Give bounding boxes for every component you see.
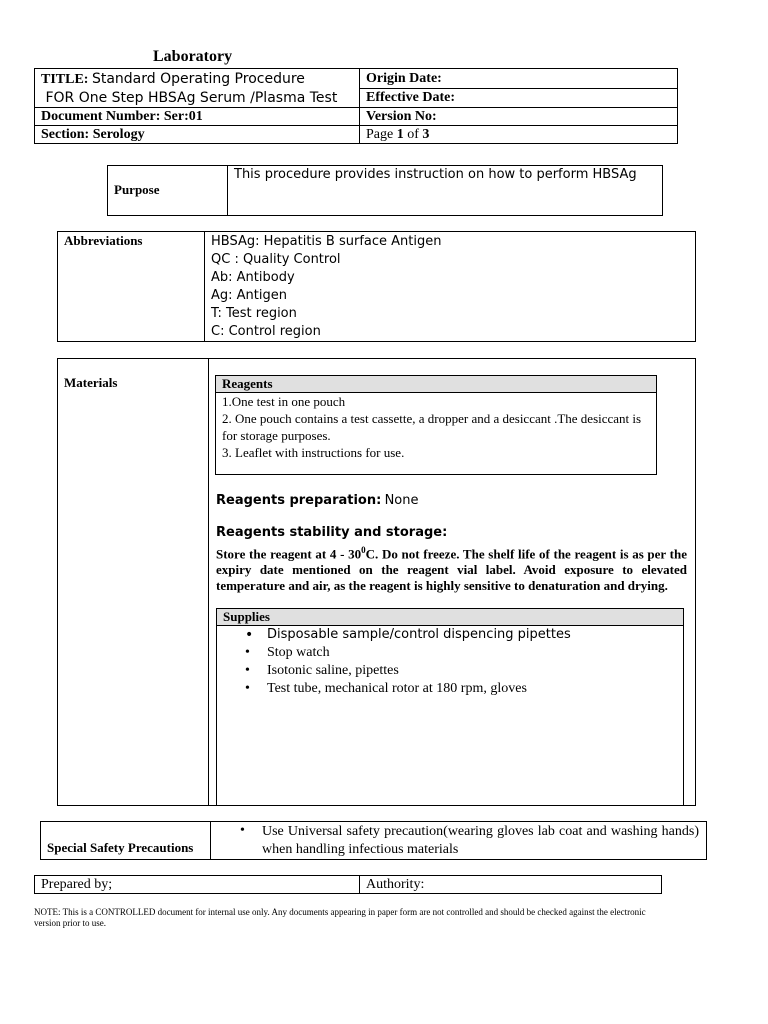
bullet-icon: • [240,823,245,838]
purpose-box [107,165,663,216]
supply-item: • Stop watch [217,644,683,662]
abbreviation-item: Ag: Antigen [211,288,287,303]
abbreviations-label: Abbreviations [64,233,143,248]
abbreviation-item: Ab: Antibody [211,270,295,285]
version-label: Version No: [360,108,678,126]
reagent-item: 3. Leaflet with instructions for use. [222,445,405,460]
supplies-header: Supplies [217,609,683,626]
title-line2: FOR One Step HBSAg Serum /Plasma Test [45,90,338,106]
supply-item: • Test tube, mechanical rotor at 180 rpm, gloves [217,680,683,698]
purpose-text: This procedure provides instruction on how to perform HBSAg [234,167,637,182]
supply-item: • Disposable sample/control dispencing pipettes [217,626,683,644]
origin-date-label: Origin Date: [360,69,678,89]
abbreviation-item: T: Test region [211,306,297,321]
section-label: Section: Serology [35,126,360,144]
divider [208,359,209,805]
signoff-table [34,875,662,894]
abbreviations-list [211,233,442,341]
reagents-header: Reagents [216,376,656,393]
laboratory-heading: Laboratory [153,48,233,65]
abbreviation-item: HBSAg: Hepatitis B surface Antigen [211,234,442,249]
document-number: Document Number: Ser:01 [35,108,360,126]
reagents-preparation-label: Reagents preparation: [216,493,382,508]
supplies-box [216,608,684,806]
divider [204,232,205,341]
controlled-note: NOTE: This is a CONTROLLED document for internal use only. Any documents appearing in paper form are not controlled and should be checked against the electronic version prior to use. [34,907,646,928]
reagents-preparation-value: None [384,493,419,508]
stability-text: Store the reagent at $4 - 30^0C$. Do not freeze. The shelf life of the reagent is as per the expiry date mentioned on the reagent vial label. Avoid exposure to elevated temperature and air, as the reagent is highly sensitive to denaturation and drying. [216,545,687,594]
title-line1: Standard Operating Procedure [91,71,305,87]
purpose-label: Purpose [114,182,160,197]
safety-text: Use Universal safety precaution(wearing gloves lab coat and washing hands) when handling infectious materials [262,824,699,857]
divider [227,166,228,215]
divider [210,822,211,859]
materials-box [57,358,696,806]
reagent-item: 2. One pouch contains a test cassette, a dropper and a desiccant .The desiccant is for storage purposes. [222,411,642,443]
stability-label: Reagents stability and storage: [216,525,448,540]
effective-date-label: Effective Date: [360,88,678,108]
reagents-preparation [216,492,418,508]
abbreviation-item: C: Control region [211,324,321,339]
title-label: TITLE: [41,72,89,87]
safety-label: Special Safety Precautions [47,840,194,855]
document-header-table [34,68,678,144]
supply-item: • Isotonic saline, pipettes [217,662,683,680]
reagents-box [215,375,657,475]
prepared-by: Prepared by; [35,876,360,894]
title-cell [35,69,360,108]
abbreviations-box [57,231,696,342]
page-indicator: Page 1 of 3 [360,126,678,144]
safety-box [40,821,707,860]
abbreviation-item: QC : Quality Control [211,252,341,267]
materials-label: Materials [64,375,118,390]
authority: Authority: [360,876,662,894]
reagent-item: 1.One test in one pouch [222,394,346,409]
